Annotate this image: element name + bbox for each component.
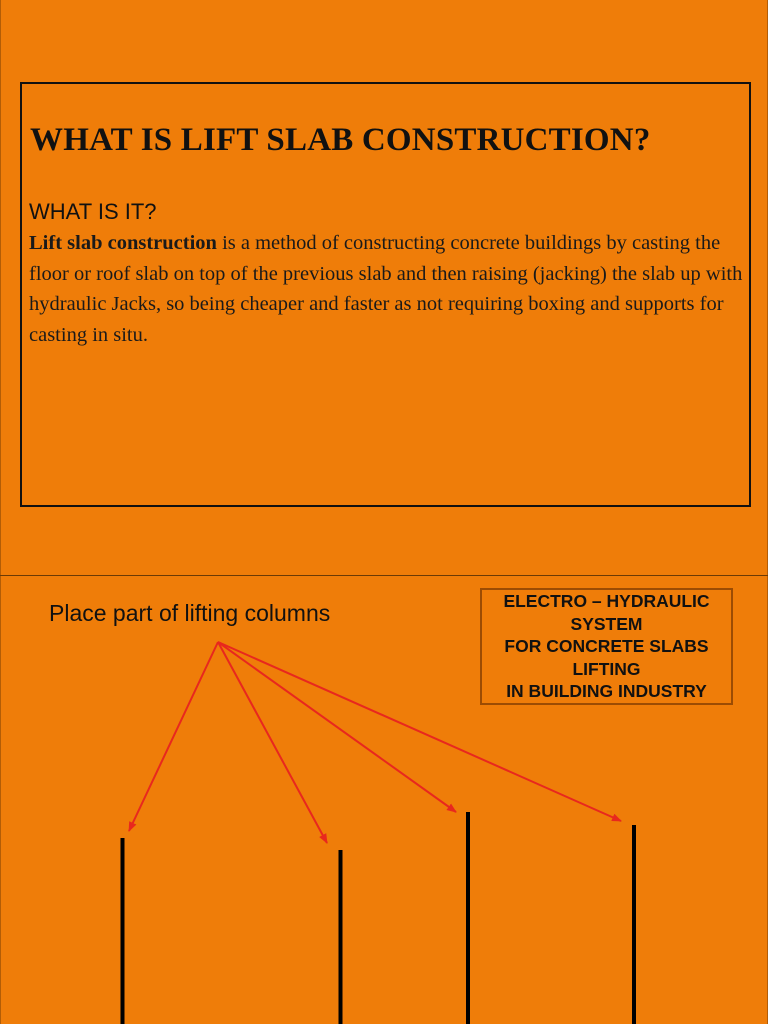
system-line-5: IN BUILDING INDUSTRY <box>506 681 707 702</box>
system-line-1: ELECTRO – HYDRAULIC <box>503 591 710 612</box>
arrow-to-column-2 <box>218 642 327 843</box>
system-line-2: SYSTEM <box>570 613 643 634</box>
system-line-3: FOR CONCRETE SLABS <box>504 636 709 657</box>
columns <box>123 812 635 1024</box>
system-line-4: LIFTING <box>572 658 641 679</box>
columns-label: Place part of lifting columns <box>49 600 331 626</box>
subheading: WHAT IS IT? <box>29 199 157 224</box>
definition-body: is a method of constructing concrete buildings by casting the floor or roof slab on top of the previous slab and then raising (jacking) the slab up with hydraulic Jacks, so being cheaper and faster as not requiring boxing and supports for casting in situ. <box>29 232 743 346</box>
lifting-columns-diagram <box>1 576 767 1024</box>
definition-paragraph <box>29 228 744 350</box>
definition-box <box>20 82 751 507</box>
arrows <box>129 642 621 843</box>
slide-title: WHAT IS LIFT SLAB CONSTRUCTION? <box>30 122 651 158</box>
definition-term: Lift slab construction <box>29 232 217 254</box>
slide-2 <box>0 576 768 1024</box>
arrow-to-column-3 <box>218 642 456 812</box>
arrow-to-column-1 <box>129 642 218 831</box>
arrow-to-column-4 <box>218 642 621 821</box>
